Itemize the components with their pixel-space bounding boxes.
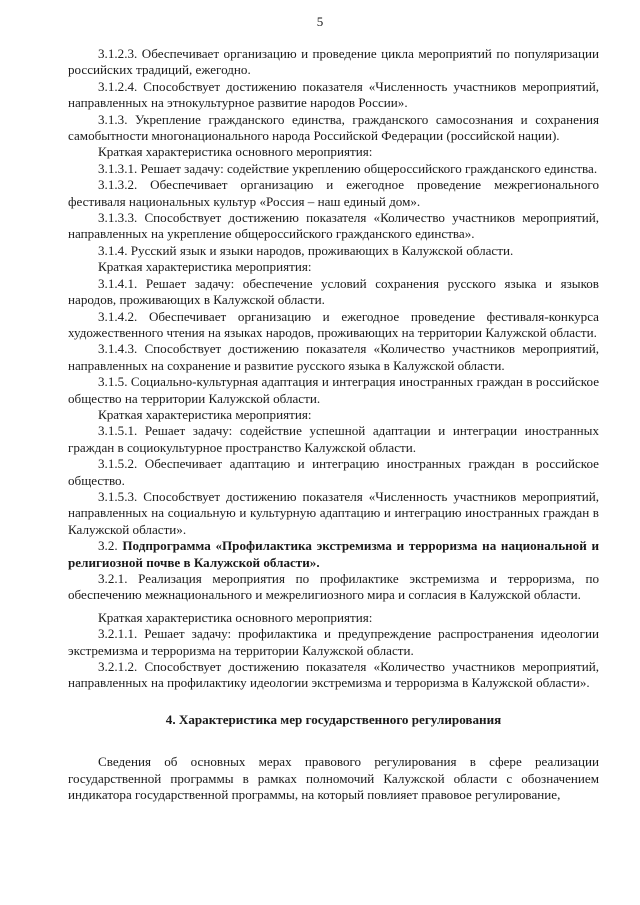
paragraph: 3.2.1. Реализация мероприятия по профилактике экстремизма и терроризма, по обеспечению межнационального и межрелигиозного мира и согласия в Калужской области.: [68, 571, 599, 603]
paragraph: 3.1.3. Укрепление гражданского единства, гражданского самосознания и сохранения самобытности многонационального народа Российской Федерации (российской нации).: [68, 111, 599, 144]
subprogram-heading: [68, 538, 599, 571]
paragraph: 3.1.4.2. Обеспечивает организацию и ежегодное проведение фестиваля-конкурса художественного чтения на языках народов, проживающих на территории Калужской области.: [68, 308, 599, 340]
paragraph: 3.1.5.1. Решает задачу: содействие успешной адаптации и интеграции иностранных граждан в социокультурное пространство Калужской области.: [68, 423, 599, 455]
paragraph: 3.1.4.3. Способствует достижению показателя «Количество участников мероприятий, направленных на сохранение и развитие русского языка в Калужской области.: [68, 341, 599, 373]
paragraph: Сведения об основных мерах правового регулирования в сфере реализации государственной программы в рамках полномочий Калужской области с обозначением индикатора государственной программы, на который повлияет правовое регулирование,: [68, 754, 599, 803]
paragraph: 3.1.5. Социально-культурная адаптация и интеграция иностранных граждан в российское общество на территории Калужской области.: [68, 374, 599, 406]
paragraph: 3.2.1.2. Способствует достижению показателя «Количество участников мероприятий, направленных на профилактику идеологии экстремизма и терроризма в Калужской области».: [68, 659, 599, 691]
paragraph: 3.1.5.3. Способствует достижению показателя «Численность участников мероприятий, направленных на социальную и культурную адаптацию и интеграцию иностранных граждан в Калужской области».: [68, 488, 599, 537]
paragraph: Краткая характеристика мероприятия:: [98, 406, 312, 422]
paragraph: Краткая характеристика основного мероприятия:: [98, 609, 373, 625]
paragraph: 3.1.2.3. Обеспечивает организацию и проведение цикла мероприятий по популяризации российских традиций, ежегодно.: [68, 46, 599, 78]
paragraph: 3.1.4.1. Решает задачу: обеспечение условий сохранения русского языка и языков народов, проживающих в Калужской области.: [68, 275, 599, 308]
paragraph: 3.1.2.4. Способствует достижению показателя «Численность участников мероприятий, направленных на этнокультурное развитие народов России».: [68, 78, 599, 111]
paragraph: 3.1.3.3. Способствует достижению показателя «Количество участников мероприятий, направленных на укрепление общероссийского гражданского единства».: [68, 210, 599, 242]
paragraph: 3.1.5.2. Обеспечивает адаптацию и интеграцию иностранных граждан в российское общество.: [68, 456, 599, 488]
paragraph: 3.1.3.2. Обеспечивает организацию и ежегодное проведение межрегионального фестиваля национальных культур «Россия – наш единый дом».: [68, 177, 599, 209]
page-number: 5: [316, 14, 324, 29]
paragraph: 3.1.4. Русский язык и языки народов, проживающих в Калужской области.: [98, 242, 514, 258]
section-title: 4. Характеристика мер государственного регулирования: [165, 711, 502, 727]
subprogram-title: Подпрограмма «Профилактика экстремизма и терроризма на национальной и религиозной почве в Калужской области».: [68, 538, 600, 570]
paragraph: Краткая характеристика основного мероприятия:: [98, 144, 373, 160]
subprogram-number: 3.2.: [98, 538, 118, 554]
paragraph: 3.1.3.1. Решает задачу: содействие укреплению общероссийского гражданского единства.: [98, 160, 598, 176]
page-body: [68, 46, 599, 803]
paragraph: 3.2.1.1. Решает задачу: профилактика и предупреждение распространения идеологии экстремизма и терроризма на территории Калужской области.: [68, 626, 599, 658]
paragraph: Краткая характеристика мероприятия:: [98, 259, 312, 275]
